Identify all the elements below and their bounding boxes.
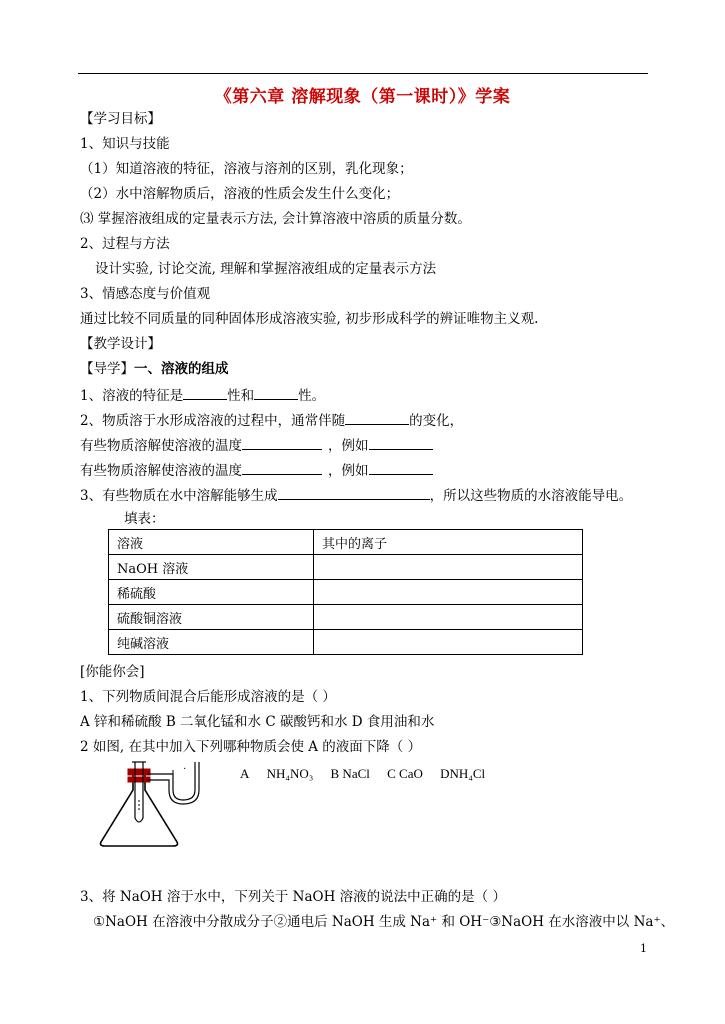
table-header-row — [109, 530, 583, 555]
process-item: 设计实验, 讨论交流, 理解和掌握溶液组成的定量表示方法 — [95, 261, 437, 277]
q3-text-b: ，所以这些物质的水溶液能导电。 — [429, 488, 633, 504]
knowledge-item-2: （2）水中溶解物质后，溶液的性质会发生什么变化； — [80, 186, 400, 202]
table-cell-ions[interactable] — [314, 555, 583, 580]
table-row — [109, 555, 583, 580]
objectives-header: 【学习目标】 — [80, 111, 161, 127]
q2-text-b: 的变化， — [409, 413, 464, 429]
q2-blank-1[interactable] — [345, 410, 409, 425]
practice-question-1-options: A 锌和稀硫酸 B 二氧化锰和水 C 碳酸钙和水 D 食用油和水 — [80, 714, 435, 730]
q2-blank-4[interactable] — [242, 460, 322, 475]
knowledge-item-1: （1）知道溶液的特征，溶液与溶剂的区别，乳化现象； — [80, 161, 413, 177]
q1-blank-2[interactable] — [254, 385, 298, 400]
q1-blank-1[interactable] — [183, 385, 227, 400]
table-row — [109, 630, 583, 655]
q2-l3-text-a: 有些物质溶解使溶液的温度 — [80, 463, 242, 479]
table-cell-solution: NaOH 溶液 — [109, 555, 314, 580]
design-header: 【教学设计】 — [80, 336, 161, 352]
guide-section-title: 一、溶液的组成 — [134, 361, 229, 377]
option-b: B NaCl — [330, 766, 370, 781]
practice-question-2: 2 如图, 在其中加入下列哪种物质会使 A 的液面下降（ ） — [80, 739, 422, 755]
question-3 — [80, 485, 632, 505]
ion-table — [108, 529, 583, 655]
guide-heading — [80, 360, 229, 378]
flask-diagram — [95, 760, 215, 850]
table-header-solution: 溶液 — [109, 530, 314, 555]
option-a-value: NH₄NO₃ — [266, 766, 314, 781]
table-cell-solution: 纯碱溶液 — [109, 630, 314, 655]
practice-question-2-options — [240, 766, 499, 782]
table-row — [109, 605, 583, 630]
q1-text-a: 1、溶液的特征是 — [80, 388, 184, 404]
process-heading: 2、过程与方法 — [80, 236, 170, 252]
page-number: 1 — [640, 942, 647, 955]
q3-blank[interactable] — [278, 485, 430, 500]
q2-blank-5[interactable] — [369, 460, 433, 475]
question-2-line-2 — [80, 435, 433, 455]
question-2 — [80, 410, 463, 430]
table-header-ions: 其中的离子 — [314, 530, 583, 555]
practice-question-3: 3、将 NaOH 溶于水中，下列关于 NaOH 溶液的说法中正确的是（ ） — [80, 889, 506, 905]
q3-text-a: 3、有些物质在水中溶解能够生成 — [80, 488, 278, 504]
question-2-line-3 — [80, 460, 433, 480]
q2-text-a: 2、物质溶于水形成溶液的过程中，通常伴随 — [80, 413, 346, 429]
q1-text-b: 性和 — [227, 388, 255, 404]
table-cell-solution: 稀硫酸 — [109, 580, 314, 605]
question-1 — [80, 385, 325, 405]
practice-question-3-options: ①NaOH 在溶液中分散成分子②通电后 NaOH 生成 Na⁺ 和 OH⁻③NaOH 在水溶液中以 Na⁺、 — [93, 914, 675, 930]
q2-blank-2[interactable] — [242, 435, 322, 450]
option-a-label: A — [240, 766, 250, 781]
option-d: DNH₄Cl — [440, 766, 486, 781]
q2-blank-3[interactable] — [369, 435, 433, 450]
q2-l2-text-b: ，例如 — [328, 438, 369, 454]
practice-question-1: 1、下列物质间混合后能形成溶液的是（ ） — [80, 689, 336, 705]
table-row — [109, 580, 583, 605]
fill-table-label: 填表： — [124, 511, 165, 527]
q2-l2-text-a: 有些物质溶解使溶液的温度 — [80, 438, 242, 454]
table-cell-ions[interactable] — [314, 580, 583, 605]
emotion-item: 通过比较不同质量的同种固体形成溶液实验, 初步形成科学的辨证唯物主义观. — [80, 311, 539, 327]
table-cell-solution: 硫酸铜溶液 — [109, 605, 314, 630]
emotion-heading: 3、情感态度与价值观 — [80, 286, 211, 302]
header-rule — [78, 73, 648, 74]
page-title: 《第六章 溶解现象（第一课时）》学案 — [214, 87, 511, 107]
svg-text:·: · — [183, 764, 187, 775]
q1-text-c: 性。 — [298, 388, 326, 404]
table-cell-ions[interactable] — [314, 630, 583, 655]
table-cell-ions[interactable] — [314, 605, 583, 630]
option-c: C CaO — [387, 766, 423, 781]
knowledge-heading: 1、知识与技能 — [80, 136, 170, 152]
guide-tag: 【导学】 — [80, 361, 134, 377]
q2-l3-text-b: ，例如 — [328, 463, 369, 479]
practice-header: [你能你会] — [80, 664, 145, 680]
knowledge-item-3: ⑶ 掌握溶液组成的定量表示方法, 会计算溶液中溶质的质量分数。 — [80, 211, 471, 227]
